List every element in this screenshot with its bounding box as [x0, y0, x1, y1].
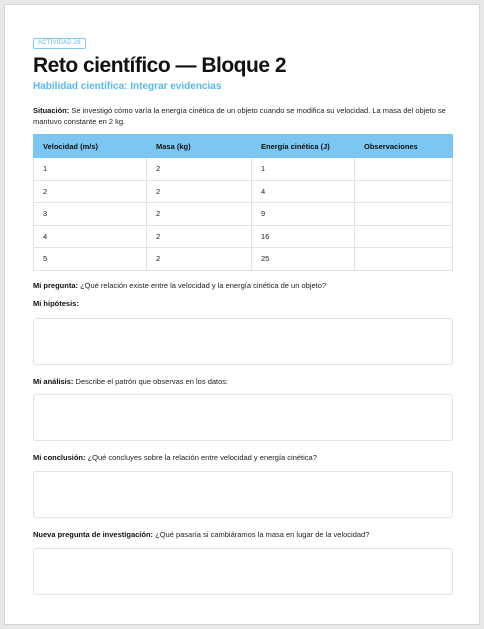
new-question-answer-box[interactable] [33, 548, 453, 595]
cell-mass: 2 [147, 248, 252, 271]
hypothesis-prompt [33, 299, 453, 308]
cell-mass: 2 [147, 158, 252, 181]
table-row [34, 180, 453, 203]
situation-label: Situación: [33, 106, 70, 115]
table-row [34, 225, 453, 248]
cell-velocity: 3 [34, 203, 147, 226]
table-header-row [34, 135, 453, 158]
header-velocity: Velocidad (m/s) [34, 135, 147, 158]
cell-observations[interactable] [355, 158, 453, 181]
page-title: Reto científico — Bloque 2 [33, 54, 287, 77]
cell-energy: 25 [252, 248, 355, 271]
question-label: Mi pregunta: [33, 280, 78, 290]
analysis-body: Describe el patrón que observas en los datos: [75, 376, 229, 386]
cell-energy: 4 [252, 180, 355, 203]
conclusion-label: Mi conclusión: [33, 452, 86, 462]
cell-observations[interactable] [355, 225, 453, 248]
header-mass: Masa (kg) [147, 135, 252, 158]
cell-observations[interactable] [355, 180, 453, 203]
activity-badge: ACTIVIDAD 28 [33, 38, 86, 49]
cell-velocity: 5 [34, 248, 147, 271]
cell-energy: 9 [252, 203, 355, 226]
worksheet-page [4, 4, 480, 625]
conclusion-answer-box[interactable] [33, 471, 453, 518]
cell-velocity: 4 [34, 225, 147, 248]
new-question-label: Nueva pregunta de investigación: [33, 529, 154, 539]
page-subtitle: Habilidad científica: Integrar evidencias [33, 81, 222, 92]
situation-body: Se investigó cómo varía la energía cinética de un objeto cuando se modifica su velocidad. La masa del objeto se mantuvo constante en 2 kg. [33, 106, 446, 126]
analysis-prompt [33, 377, 453, 386]
table-row [34, 248, 453, 271]
analysis-answer-box[interactable] [33, 394, 453, 441]
question-text [33, 281, 453, 290]
cell-energy: 16 [252, 225, 355, 248]
analysis-label: Mi análisis: [33, 376, 74, 386]
hypothesis-answer-box[interactable] [33, 318, 453, 365]
question-body: ¿Qué relación existe entre la velocidad y la energía cinética de un objeto? [80, 280, 327, 290]
table-row [34, 203, 453, 226]
header-kinetic-energy: Energía cinética (J) [252, 135, 355, 158]
cell-observations[interactable] [355, 248, 453, 271]
cell-mass: 2 [147, 225, 252, 248]
cell-mass: 2 [147, 203, 252, 226]
worksheet-content [33, 31, 453, 595]
cell-velocity: 1 [34, 158, 147, 181]
cell-observations[interactable] [355, 203, 453, 226]
conclusion-body: ¿Qué concluyes sobre la relación entre velocidad y energía cinética? [87, 452, 317, 462]
table-row [34, 158, 453, 181]
new-question-body: ¿Qué pasaría si cambiáramos la masa en lugar de la velocidad? [155, 529, 370, 539]
new-question-prompt [33, 530, 453, 539]
cell-velocity: 2 [34, 180, 147, 203]
cell-mass: 2 [147, 180, 252, 203]
cell-energy: 1 [252, 158, 355, 181]
header-observations: Observaciones [355, 135, 453, 158]
situation-text [33, 105, 453, 127]
conclusion-prompt [33, 453, 453, 462]
hypothesis-label: Mi hipótesis: [33, 298, 79, 308]
data-table [33, 134, 453, 271]
